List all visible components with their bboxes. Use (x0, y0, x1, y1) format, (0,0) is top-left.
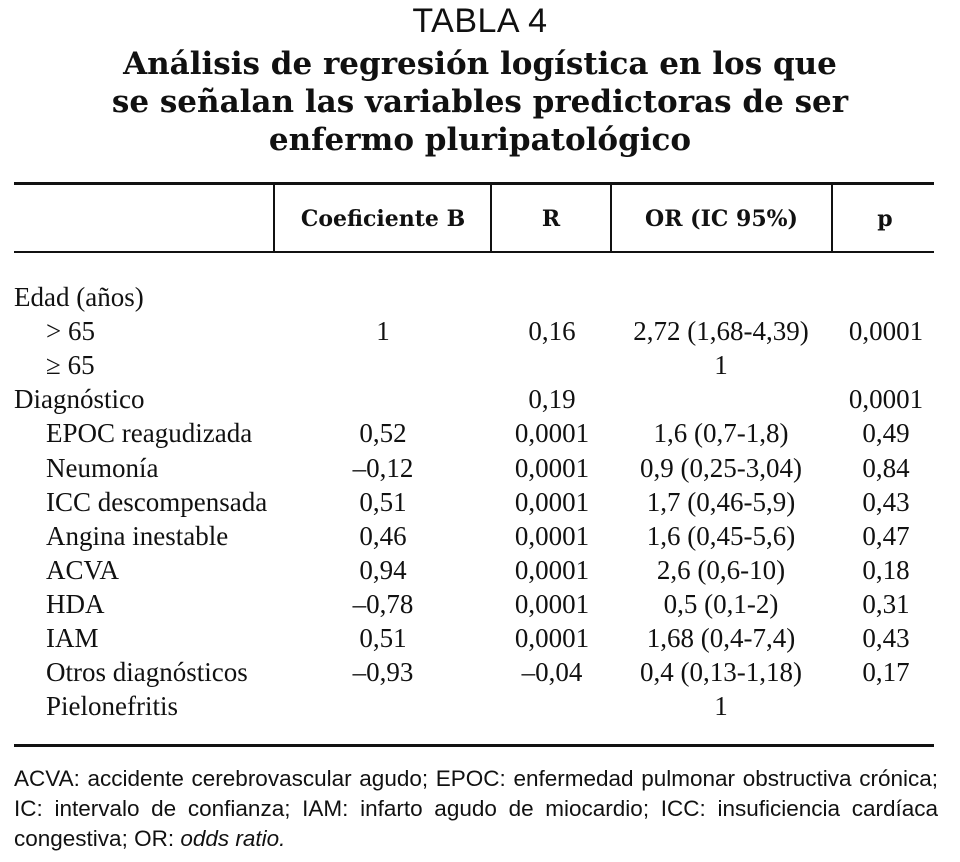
row-label: Edad (años) (14, 282, 144, 312)
or-ic-cell: 1,6 (0,45-5,6) (646, 520, 796, 551)
or-ic-cell: 2,72 (1,68-4,39) (633, 316, 809, 347)
row-label: Neumonía (46, 452, 159, 483)
r-cell: 0,0001 (514, 554, 590, 585)
or-ic-cell: 2,6 (0,6-10) (656, 554, 786, 585)
coeficiente-b-cell: 0,94 (359, 554, 407, 585)
r-cell: 0,0001 (514, 452, 590, 483)
column-header-p: p (877, 206, 893, 232)
table-row (0, 416, 960, 450)
r-cell: –0,04 (521, 657, 583, 688)
caption-line: se señalan las variables predictoras de ser (111, 84, 849, 120)
row-label: HDA (46, 588, 105, 619)
caption-line: enfermo pluripatológico (268, 122, 692, 158)
coeficiente-b-cell: –0,12 (352, 452, 414, 483)
table-footnote (14, 764, 938, 854)
or-ic-cell: 1 (714, 691, 728, 722)
p-value-cell: 0,43 (862, 486, 910, 517)
coeficiente-b-cell (276, 689, 490, 723)
row-label: > 65 (46, 316, 95, 347)
column-header-r: R (541, 206, 561, 232)
p-value-cell (834, 689, 938, 723)
row-label: Otros diagnósticos (46, 657, 248, 688)
row-label: Pielonefritis (46, 691, 178, 722)
table-row (0, 553, 960, 587)
table-caption (20, 45, 940, 159)
coeficiente-b-cell: 0,51 (359, 486, 407, 517)
column-header-coeficiente-b: Coeficiente B (300, 206, 466, 232)
table-row (0, 280, 960, 314)
p-value-cell: 0,43 (862, 623, 910, 653)
coeficiente-b-cell: 0,52 (359, 418, 407, 449)
table-row (0, 587, 960, 621)
r-cell: 0,19 (528, 384, 576, 415)
p-value-cell: 0,31 (862, 588, 910, 619)
or-ic-cell: 1 (714, 350, 728, 381)
column-header-or: OR (IC 95%) (645, 206, 798, 232)
row-label: Angina inestable (46, 520, 229, 551)
r-cell (492, 689, 612, 723)
p-value-cell: 0,0001 (848, 316, 924, 347)
footnote-text: ACVA: accidente cerebrovascular agudo; EPOC: enfermedad pulmonar obstructiva crónica; IC: intervalo de confianza; IAM: infarto agudo de miocardio; ICC: insuficiencia cardíaca congestiva; OR: (14, 766, 938, 851)
table-row (0, 689, 960, 723)
r-cell (492, 348, 612, 382)
p-value-cell: 0,17 (862, 657, 910, 688)
table-row (0, 314, 960, 348)
coeficiente-b-cell (276, 348, 490, 382)
r-cell: 0,0001 (514, 418, 590, 449)
row-label: ≥ 65 (46, 350, 95, 381)
p-value-cell: 0,0001 (848, 384, 924, 415)
row-label: EPOC reagudizada (46, 418, 253, 449)
or-ic-cell: 1,68 (0,4-7,4) (646, 623, 796, 653)
row-label: ACVA (46, 554, 120, 585)
or-ic-cell: 0,4 (0,13-1,18) (640, 657, 802, 688)
row-label: Diagnóstico (14, 384, 145, 415)
table-row (0, 655, 960, 689)
or-ic-cell: 1,7 (0,46-5,9) (646, 486, 796, 517)
header-rule (14, 251, 934, 253)
coeficiente-b-cell: 0,46 (359, 520, 407, 551)
r-cell: 0,16 (528, 316, 576, 347)
caption-line: Análisis de regresión logística en los que (123, 46, 837, 82)
coeficiente-b-cell: 1 (376, 316, 390, 347)
table-row (0, 348, 960, 382)
coeficiente-b-cell: 0,51 (359, 623, 407, 653)
bottom-rule (14, 744, 934, 747)
table-number: TABLA 4 (412, 2, 548, 40)
or-ic-cell: 1,6 (0,7-1,8) (653, 418, 789, 449)
table-row (0, 519, 960, 553)
or-ic-cell (612, 382, 830, 416)
table-row (0, 451, 960, 485)
footnote-italic-text: odds ratio. (180, 826, 286, 851)
r-cell: 0,0001 (514, 588, 590, 619)
r-cell (492, 280, 612, 314)
coeficiente-b-cell: –0,93 (352, 657, 414, 688)
coeficiente-b-cell (276, 382, 490, 416)
header-column-divider (273, 185, 275, 251)
row-label: ICC descompensada (46, 486, 268, 517)
row-label: IAM (46, 623, 99, 653)
coeficiente-b-cell (276, 280, 490, 314)
table-row (0, 621, 960, 655)
p-value-cell: 0,49 (862, 418, 910, 449)
p-value-cell (834, 280, 938, 314)
p-value-cell: 0,18 (862, 554, 910, 585)
table-row (0, 485, 960, 519)
r-cell: 0,0001 (514, 623, 590, 653)
or-ic-cell (612, 280, 830, 314)
p-value-cell: 0,84 (862, 452, 910, 483)
r-cell: 0,0001 (514, 486, 590, 517)
p-value-cell: 0,47 (862, 520, 910, 551)
or-ic-cell: 0,5 (0,1-2) (663, 588, 779, 619)
p-value-cell (834, 348, 938, 382)
coeficiente-b-cell: –0,78 (352, 588, 414, 619)
or-ic-cell: 0,9 (0,25-3,04) (640, 452, 802, 483)
top-rule (14, 182, 934, 185)
r-cell: 0,0001 (514, 520, 590, 551)
table-row (0, 382, 960, 416)
